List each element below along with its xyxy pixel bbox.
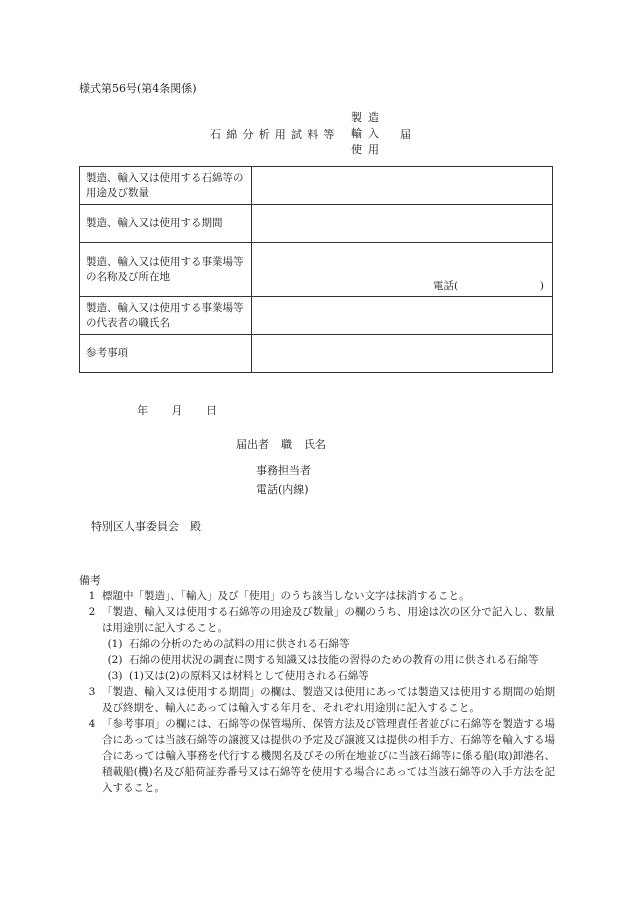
note-item [79,588,555,604]
note-sub-item [79,636,555,652]
applicant-name: 氏名 [304,438,326,451]
field-usage-quantity[interactable] [252,167,553,205]
note-number: 3 [88,686,96,698]
field-business-site[interactable] [252,243,553,297]
sub-text: 石綿の分析のための試料の用に供される石綿等 [129,638,350,650]
table-row [80,297,553,335]
field-representative[interactable] [252,297,553,335]
label-usage-quantity: 製造、輸入又は使用する石綿等の用途及び数量 [80,167,252,205]
note-text: 「参考事項」の欄には、石綿等の保管場所、保管方法及び管理責任者並びに石綿等を製造する場合にあっては当該石綿等の譲渡又は提供の予定及び譲渡又は提供の相手方、石綿等を輸入する場合にあっては輸入事務を代行する機関名及びその所在地並びに当該石綿等に係る船(取)卸港名、積載船(機)名及び船荷証券番号又は石綿等を使用する場合にあっては当該石綿等の入手方法を記入すること。 [102,718,555,794]
sub-text: (1)又は(2)の原料又は材料として使用される石綿等 [129,670,369,682]
table-row [80,205,553,243]
sub-number: (3) [107,670,123,682]
notes-heading: 備考 [79,574,101,587]
clerk-label: 事務担当者 [256,464,311,477]
label-representative: 製造、輸入又は使用する事業場等の代表者の職氏名 [80,297,252,335]
notes-list [79,588,555,796]
note-sub-item [79,668,555,684]
sub-text: 石綿の使用状況の調査に関する知識又は技能の習得のための教育の用に供される石綿等 [129,654,539,666]
note-sub-item [79,652,555,668]
table-row [80,243,553,297]
title-options [351,110,385,158]
sub-number: (2) [107,654,123,666]
note-text: 標題中「製造」、「輸入」及び「使用」のうち該当しない文字は抹消すること。 [102,590,470,602]
table-row [80,167,553,205]
form-number: 様式第56号(第4条関係) [79,82,197,95]
note-text: 「製造、輸入又は使用する石綿等の用途及び数量」の欄のうち、用途は次の区分で記入し、数量は用途別に記入すること。 [102,606,555,634]
phone-close: ) [539,280,544,292]
form-title [210,110,430,158]
clerk-phone: 電話(内線) [256,483,309,496]
addressee: 特別区人事委員会 殿 [91,520,201,533]
applicant-line [236,436,326,452]
note-item [79,684,555,716]
date-year: 年 [137,404,148,417]
note-number: 1 [88,590,96,602]
table-row [80,335,553,373]
label-business-site: 製造、輸入又は使用する事業場等の名称及び所在地 [80,243,252,297]
note-number: 2 [88,606,96,618]
title-option-use: 使用 [351,143,385,156]
date-line [137,402,217,418]
form-table [79,166,553,373]
label-period: 製造、輸入又は使用する期間 [80,205,252,243]
title-option-manufacture: 製造 [351,111,385,124]
date-month: 月 [171,404,183,417]
label-remarks: 参考事項 [80,335,252,373]
phone-label: 電話( [433,280,459,292]
applicant-title: 職 [281,438,292,451]
title-main: 石綿分析用試料等 [210,128,340,141]
date-day: 日 [206,404,217,417]
field-period[interactable] [252,205,553,243]
title-suffix: 届 [400,128,411,141]
sub-number: (1) [107,638,123,650]
title-option-import: 輸入 [351,127,385,140]
applicant-label: 届出者 [236,438,269,451]
field-remarks[interactable] [252,335,553,373]
note-number: 4 [88,718,96,730]
note-item [79,716,555,796]
note-text: 「製造、輸入又は使用する期間」の欄は、製造又は使用にあっては製造又は使用する期間の始期及び終期を、輸入にあっては輸入する年月を、それぞれ用途別に記入すること。 [102,686,555,714]
note-item [79,604,555,636]
